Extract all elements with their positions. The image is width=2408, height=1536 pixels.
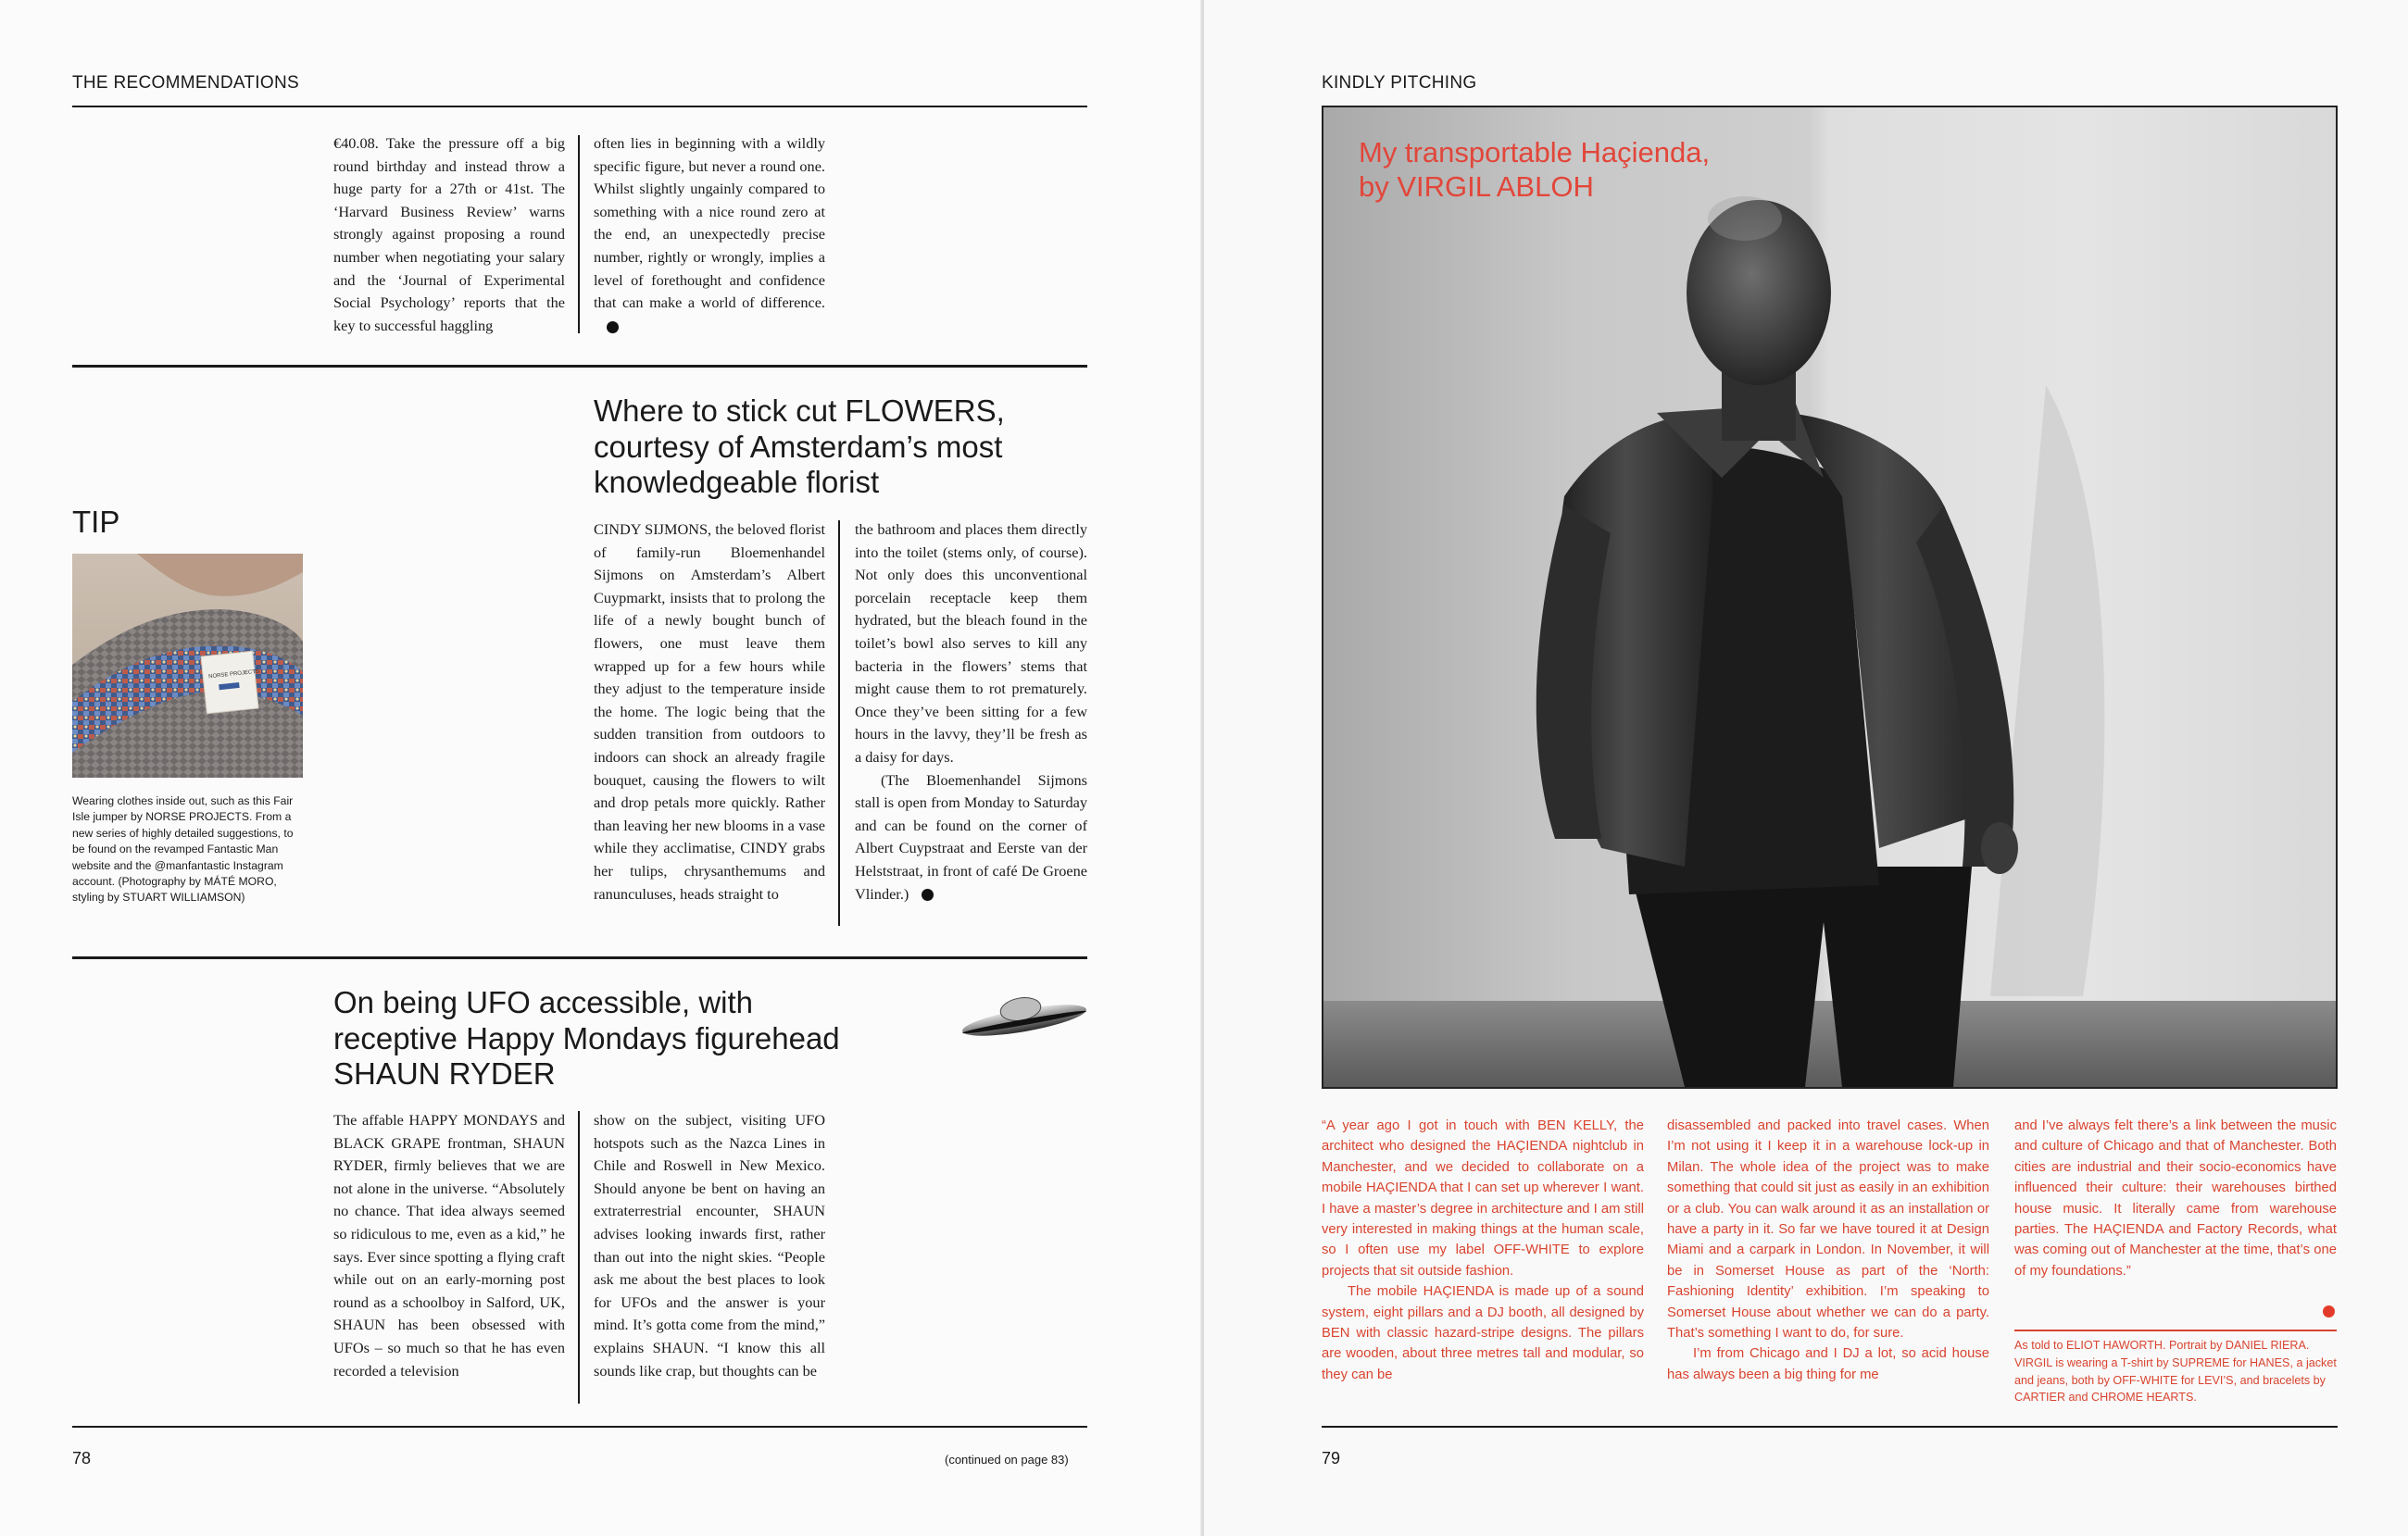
- column-divider: [578, 135, 580, 333]
- intro-text-2: often lies in beginning with a wildly specific figure, but never a round one. Whilst slightly ungainly compared to something with a nice round zero at the end, an unexpectedly precise number, rightly or wrongly, implies a level of forethought and confidence that can make a world of difference.: [594, 134, 825, 312]
- section-rule: [72, 365, 1087, 368]
- flowers-column-1: [594, 518, 825, 905]
- running-head: THE RECOMMENDATIONS: [72, 73, 299, 93]
- interview-column-1: [1322, 1116, 1644, 1385]
- flowers-text-3: (The Bloemenhandel Sijmons stall is open from Monday to Saturday and can be found on the corner of Albert Cuypstraat and Eerste van der Helststraat, in front of café De Groene Vlinder.): [855, 770, 1087, 903]
- interview-text-2: The mobile HAÇIENDA is made up of a sound system, eight pillars and a DJ booth, all designed by BEN with classic hazard-stripe designs. The pillars are wooden, about three metres tall and modular, so they can be: [1322, 1284, 1644, 1382]
- page-number: 78: [72, 1449, 92, 1467]
- intro-column-2: [594, 132, 825, 337]
- section-rule: [72, 956, 1087, 959]
- ufo-column-2: [594, 1109, 825, 1382]
- tip-photo: [72, 554, 303, 778]
- flowers-text-2: the bathroom and places them directly into the toilet (stems only, of course). Not only does this unconventional porcelain receptacle keep them hydrated, but the bleach found in the toilet’s bowl also serves to kill any bacteria in the flowers’ stems that might cause them to rot prematurely. Once they’ve been sitting for a few hours in the lavvy, they’ll be fresh as a daisy for days.: [855, 520, 1087, 766]
- interview-column-2: [1667, 1116, 1989, 1385]
- flowers-column-2: [855, 518, 1087, 905]
- end-mark-icon: [2323, 1305, 2335, 1317]
- column-divider: [578, 1111, 580, 1404]
- label-text: NORSE PROJECTS: [207, 668, 260, 681]
- ufo-text-1: The affable HAPPY MONDAYS and BLACK GRAPE frontman, SHAUN RYDER, firmly believes that we are not alone in the universe. “Absolutely no chance. That idea always seemed so ridiculous to me, even as a kid,” he says. Ever since spotting a flying craft while out on an early-morning post round as a schoolboy in Salford, UK, SHAUN has been obsessed with UFOs – so much so that he has even recorded a television: [333, 1111, 565, 1380]
- tip-caption: Wearing clothes inside out, such as this Fair Isle jumper by NORSE PROJECTS. From a new series of highly detailed suggestions, to be found on the revamped Fantastic Man website and the @manfantastic Instagram account. (Photography by MÁTÉ MORO, styling by STUART WILLIAMSON): [72, 794, 294, 905]
- credit-rule: [2014, 1330, 2337, 1331]
- ufo-column-1: [333, 1109, 565, 1382]
- ufo-text-2: show on the subject, visiting UFO hotspots such as the Nazca Lines in Chile and Roswell in New Mexico. Should anyone be bent on having an extraterrestrial encounter, SHAUN advises looking inwards first, rather than out into the night skies. “People ask me about the best places to look for UFOs and the answer is your mind. It’s gotta come from the mind,” explains SHAUN. “I know this all sounds like crap, but thoughts can be: [594, 1111, 825, 1380]
- interview-text-4: I’m from Chicago and I DJ a lot, so acid house has always been a big thing for me: [1667, 1346, 1989, 1382]
- interview-column-3: [2014, 1116, 2337, 1281]
- running-head: KINDLY PITCHING: [1322, 73, 1477, 93]
- ufo-icon: [959, 987, 1089, 1044]
- end-mark-icon: [607, 321, 619, 333]
- photo-title: [1359, 135, 1710, 204]
- photo-title-line-1: My transportable Haçienda,: [1359, 136, 1711, 169]
- photo-title-line-2: by VIRGIL ABLOH: [1359, 170, 1594, 203]
- end-mark-icon: [922, 889, 934, 901]
- top-rule: [72, 106, 1087, 107]
- tip-label: TIP: [72, 505, 120, 539]
- flowers-text-1: CINDY SIJMONS, the beloved florist of family-run Bloemenhandel Sijmons on Amsterdam’s Albert Cuypmarkt, insists that to prolong the life of a newly bought bunch of flowers, one must leave them wrapped up for a few hours while they adjust to the temperature inside the home. The logic being that the sudden transition from outdoors to indoors can shock an already fragile bouquet, causing the flowers to wilt and drop petals more quickly. Rather than leaving her new blooms in a vase while they acclimatise, CINDY grabs her tulips, chrysanthemums and ranunculuses, heads straight to: [594, 520, 825, 903]
- photo-credit: As told to ELIOT HAWORTH. Portrait by DANIEL RIERA. VIRGIL is wearing a T-shirt by SUPREME for HANES, a jacket and jeans, both by OFF-WHITE for LEVI’S, and bracelets by CARTIER and CHROME HEARTS.: [2014, 1339, 2337, 1405]
- column-divider: [838, 520, 840, 926]
- ufo-headline: On being UFO accessible, with receptive Happy Mondays figurehead SHAUN RYDER: [333, 985, 840, 1091]
- portrait-illustration: [1323, 107, 2336, 1087]
- intro-text-1: €40.08. Take the pressure off a big round birthday and instead throw a huge party for a 27th or 41st. The ‘Harvard Business Review’ warns strongly against proposing a round number when negotiating your salary and the ‘Journal of Experimental Social Psychology’ reports that the key to successful haggling: [333, 134, 565, 334]
- interview-text-3: disassembled and packed into travel cases. When I’m not using it I keep it in a warehouse lock-up in Milan. The whole idea of the project was to make something that could sit just as easily in an exhibition or a club. You can walk around it as an installation or have a party in it. So far we have toured it at Design Miami and a carpark in London. In November, it will be in Somerset House as part of the ‘North: Fashioning Identity’ exhibition. I’m speaking to Somerset House about whether we can do a party. That’s something I want to do, for sure.: [1667, 1118, 1989, 1342]
- flowers-headline: Where to stick cut FLOWERS, courtesy of Amsterdam’s most knowledgeable florist: [594, 393, 1005, 499]
- bottom-rule: [72, 1426, 1087, 1428]
- portrait-photo: [1322, 106, 2338, 1089]
- bottom-rule: [1322, 1426, 2338, 1428]
- interview-text-1: “A year ago I got in touch with BEN KELLY, the architect who designed the HAÇIENDA nightclub in Manchester, and we decided to collaborate on a mobile HAÇIENDA that I can set up wherever I want. I have a master’s degree in architecture and I am still very interested in making things at the human scale, so I often use my label OFF-WHITE to explore projects that sit outside fashion.: [1322, 1118, 1644, 1279]
- interview-text-5: and I’ve always felt there’s a link between the music and culture of Chicago and that of Manchester. Both cities are industrial and their socio-economics have influenced their culture: their warehouses birthed house music. It literally came from warehouse parties. The HAÇIENDA and Factory Records, what was coming out of Manchester at the time, that’s one of my foundations.”: [2014, 1118, 2337, 1279]
- right-page: [1204, 0, 2408, 1536]
- page-number: 79: [1322, 1449, 1341, 1467]
- intro-column-1: [333, 132, 565, 337]
- continued-note: (continued on page 83): [945, 1453, 1069, 1467]
- jumper-photo-illustration: [72, 554, 303, 778]
